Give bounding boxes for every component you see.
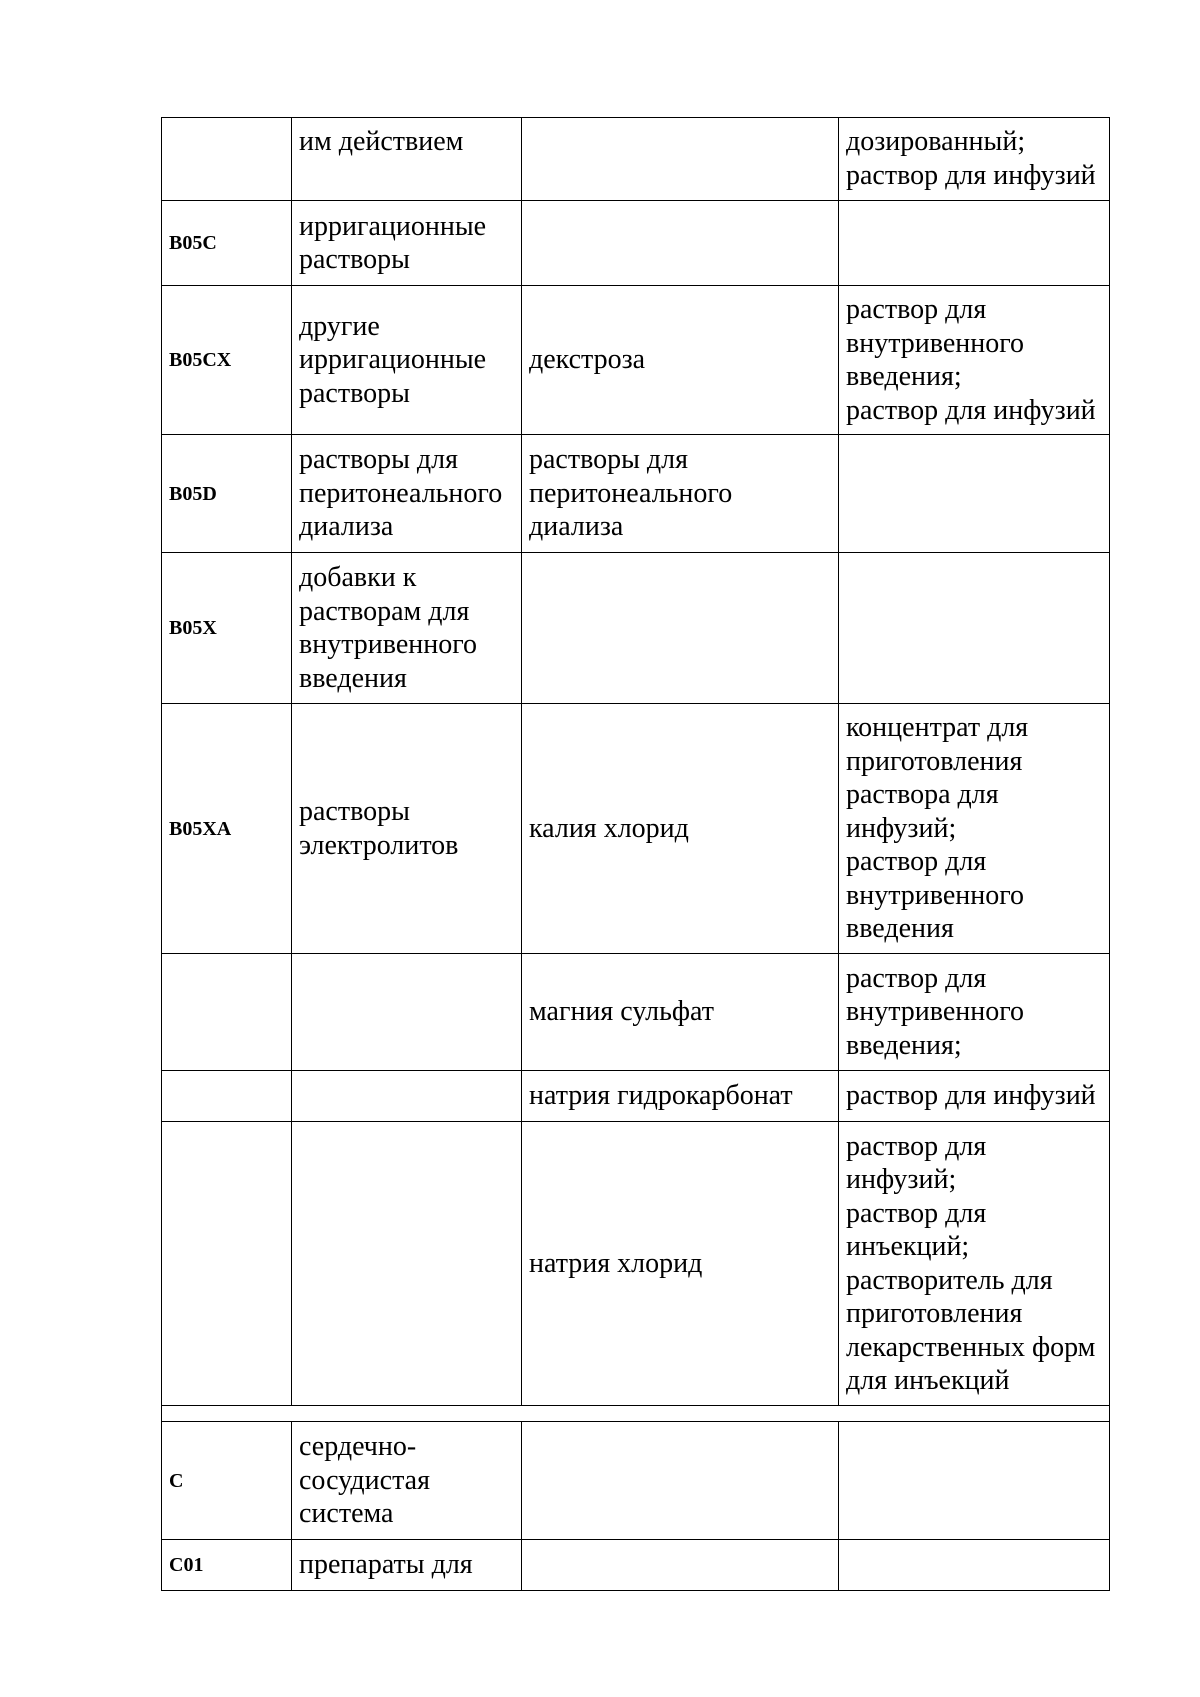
table-row <box>162 704 1110 954</box>
atc-code-cell: B05C <box>162 201 292 286</box>
drug-name-cell <box>522 553 839 704</box>
drug-name-cell <box>522 1422 839 1540</box>
dosage-form-cell <box>839 1422 1110 1540</box>
drug-name-cell: растворы для перитонеального диализа <box>522 435 839 553</box>
dosage-form-cell: дозированный; раствор для инфузий <box>839 118 1110 201</box>
atc-code-cell: C01 <box>162 1540 292 1591</box>
drug-classification-table <box>161 117 1110 1591</box>
table-row <box>162 1122 1110 1406</box>
group-name-cell <box>292 1071 522 1122</box>
group-name-cell: сердечно- сосудистая система <box>292 1422 522 1540</box>
dosage-form-cell <box>839 435 1110 553</box>
atc-code-cell: B05X <box>162 553 292 704</box>
atc-code-cell <box>162 118 292 201</box>
group-name-cell: другие ирригационные растворы <box>292 286 522 435</box>
group-name-cell: растворы электролитов <box>292 704 522 954</box>
drug-name-cell <box>522 201 839 286</box>
drug-name-cell <box>522 1540 839 1591</box>
table-row <box>162 954 1110 1071</box>
section-divider-cell <box>162 1406 1110 1422</box>
table-row <box>162 1422 1110 1540</box>
table-row <box>162 118 1110 201</box>
atc-code-cell <box>162 1071 292 1122</box>
dosage-form-cell <box>839 553 1110 704</box>
drug-name-cell: калия хлорид <box>522 704 839 954</box>
atc-code-cell <box>162 954 292 1071</box>
drug-name-cell: натрия гидрокарбонат <box>522 1071 839 1122</box>
dosage-form-cell: раствор для внутривенного введения; раствор для инфузий <box>839 286 1110 435</box>
atc-code-cell: B05D <box>162 435 292 553</box>
table-row <box>162 1071 1110 1122</box>
group-name-cell: добавки к растворам для внутривенного введения <box>292 553 522 704</box>
dosage-form-cell: раствор для внутривенного введения; <box>839 954 1110 1071</box>
dosage-form-cell <box>839 201 1110 286</box>
atc-code-cell: B05CX <box>162 286 292 435</box>
section-divider-row <box>162 1406 1110 1422</box>
group-name-cell: ирригационные растворы <box>292 201 522 286</box>
dosage-form-cell: раствор для инфузий <box>839 1071 1110 1122</box>
table-row <box>162 286 1110 435</box>
group-name-cell <box>292 954 522 1071</box>
drug-name-cell: магния сульфат <box>522 954 839 1071</box>
group-name-cell <box>292 1122 522 1406</box>
drug-name-cell: декстроза <box>522 286 839 435</box>
group-name-cell: растворы для перитонеального диализа <box>292 435 522 553</box>
table-row <box>162 201 1110 286</box>
table-row <box>162 435 1110 553</box>
drug-name-cell: натрия хлорид <box>522 1122 839 1406</box>
atc-code-cell: C <box>162 1422 292 1540</box>
table-row <box>162 1540 1110 1591</box>
group-name-cell: им действием <box>292 118 522 201</box>
group-name-cell: препараты для <box>292 1540 522 1591</box>
atc-code-cell: B05XA <box>162 704 292 954</box>
table-row <box>162 553 1110 704</box>
dosage-form-cell: концентрат для приготовления раствора для инфузий; раствор для внутривенного введения <box>839 704 1110 954</box>
dosage-form-cell <box>839 1540 1110 1591</box>
atc-code-cell <box>162 1122 292 1406</box>
dosage-form-cell: раствор для инфузий; раствор для инъекций; растворитель для приготовления лекарственных форм для инъекций <box>839 1122 1110 1406</box>
drug-name-cell <box>522 118 839 201</box>
